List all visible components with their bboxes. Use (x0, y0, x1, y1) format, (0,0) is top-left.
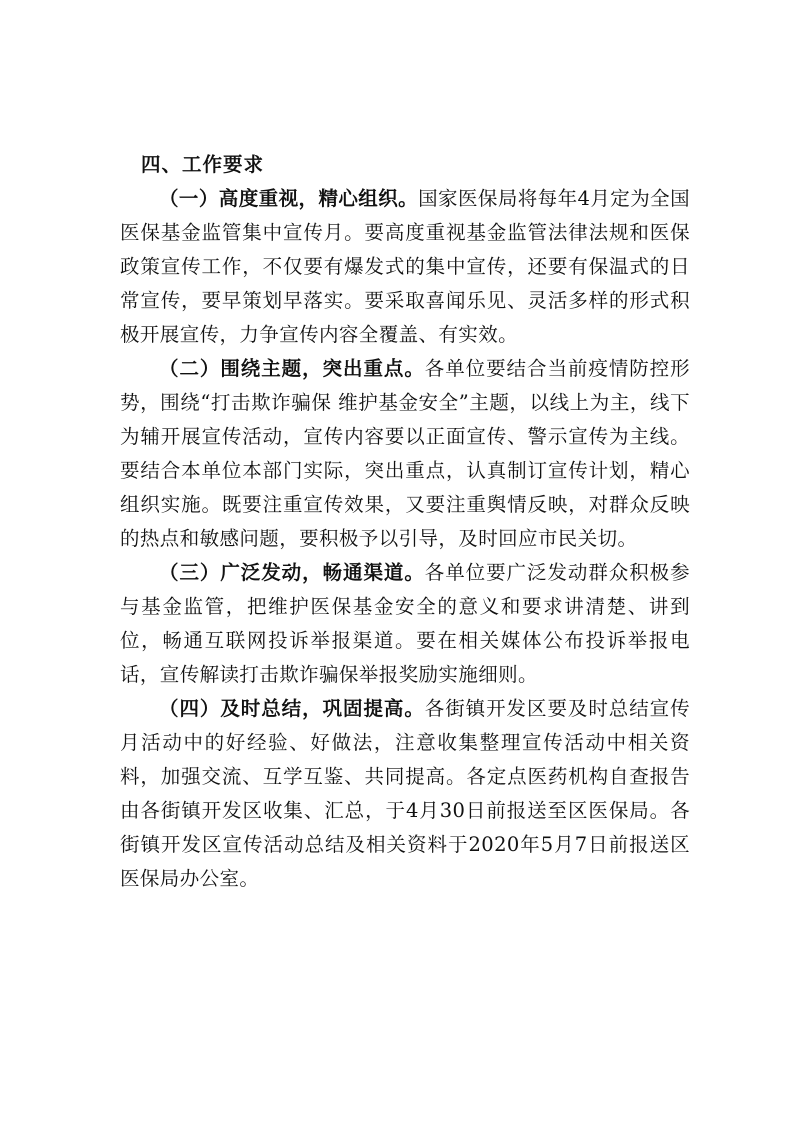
document-body (120, 148, 690, 896)
paragraph-2-heading: （二）围绕主题，突出重点。 (159, 357, 425, 380)
paragraph-4-text: 各街镇开发区要及时总结宣传月活动中的好经验、好做法，注意收集整理宣传活动中相关资料，加强交流、互学互鉴、共同提高。各定点医药机构自查报告由各街镇开发区收集、汇总，于4月30日前报送至区医保局。各街镇开发区宣传活动总结及相关资料于2020年5月7日前报送区医保局办公室。 (120, 697, 691, 890)
paragraph-4-heading: （四）及时总结，巩固提高。 (159, 697, 425, 720)
paragraph-1 (120, 182, 690, 352)
paragraph-4 (120, 692, 690, 896)
paragraph-3 (120, 556, 690, 692)
paragraph-2 (120, 352, 690, 556)
paragraph-1-heading: （一）高度重视，精心组织。 (159, 187, 419, 210)
paragraph-2-text: 各单位要结合当前疫情防控形势，围绕“打击欺诈骗保 维护基金安全”主题，以线上为主，线下为辅开展宣传活动，宣传内容要以正面宣传、警示宣传为主线。要结合本单位本部门实际，突出重点，认真制订宣传计划，精心组织实施。既要注重宣传效果，又要注重舆情反映，对群众反映的热点和敏感问题，要积极予以引导，及时回应市民关切。 (120, 357, 691, 550)
paragraph-3-heading: （三）广泛发动，畅通渠道。 (159, 561, 425, 584)
section-title: 四、工作要求 (141, 153, 265, 176)
paragraph-3-text: 各单位要广泛发动群众积极参与基金监管，把维护医保基金安全的意义和要求讲清楚、讲到位，畅通互联网投诉举报渠道。要在相关媒体公布投诉举报电话，宣传解读打击欺诈骗保举报奖励实施细则。 (120, 561, 691, 686)
paragraph-1-text: 国家医保局将每年4月定为全国医保基金监管集中宣传月。要高度重视基金监管法律法规和医保政策宣传工作，不仅要有爆发式的集中宣传，还要有保温式的日常宣传，要早策划早落实。要采取喜闻乐见、灵活多样的形式积极开展宣传，力争宣传内容全覆盖、有实效。 (120, 187, 690, 346)
